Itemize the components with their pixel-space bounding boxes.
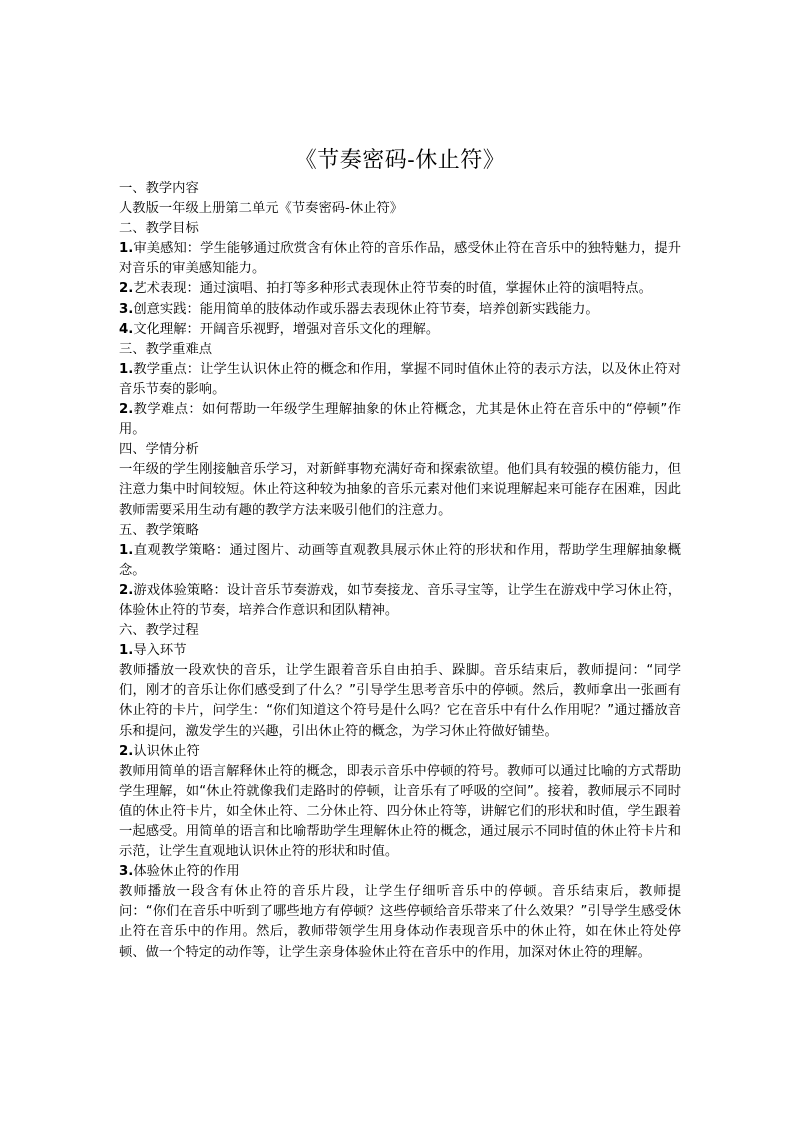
paragraph [119,400,681,440]
paragraph [119,460,681,520]
paragraph [119,862,681,882]
paragraph-text: 四、学情分析 [119,442,199,458]
paragraph-text: 五、教学策略 [119,522,199,538]
paragraph [119,521,681,541]
list-number: 2. [119,281,134,297]
paragraph-text: 体验休止符的作用 [133,864,240,880]
paragraph-text: 认识休止符 [133,743,200,759]
list-number: 2. [119,582,134,598]
paragraph [119,219,681,239]
paragraph-text: 教学重点：让学生认识休止符的概念和作用，掌握不同时值休止符的表示方法，以及休止符对音乐节奏的影响。 [119,361,681,397]
paragraph-text: 文化理解：开阔音乐视野，增强对音乐文化的理解。 [133,321,440,337]
paragraph-text: 直观教学策略：通过图片、动画等直观教具展示休止符的形状和作用，帮助学生理解抽象概念。 [119,542,681,578]
paragraph-text: 导入环节 [133,643,187,659]
paragraph [119,239,681,279]
document-page [119,0,681,1123]
list-number: 1. [119,542,134,558]
paragraph-text: 教师播放一段欢快的音乐，让学生跟着音乐自由拍手、跺脚。音乐结束后，教师提问：“同学们，刚才的音乐让你们感受到了什么？”引导学生思考音乐中的停顿。然后，教师拿出一张画有休止符的卡片，问学生：“你们知道这个符号是什么吗？它在音乐中有什么作用呢？”通过播放音乐和提问，激发学生的兴趣，引出休止符的概念，为学习休止符做好铺垫。 [119,663,681,739]
paragraph-text: 三、教学重难点 [119,341,213,357]
paragraph [119,762,681,862]
list-number: 1. [119,241,134,257]
paragraph [119,882,681,962]
document-title: 《节奏密码-休止符》 [294,148,506,173]
paragraph [119,621,681,641]
document-body [119,179,681,963]
paragraph [119,320,681,340]
paragraph [119,279,681,299]
paragraph [119,179,681,199]
paragraph-text: 审美感知：学生能够通过欣赏含有休止符的音乐作品，感受休止符在音乐中的独特魅力，提升对音乐的审美感知能力。 [119,241,681,277]
paragraph-text: 艺术表现：通过演唱、拍打等多种形式表现休止符节奏的时值，掌握休止符的演唱特点。 [133,281,652,297]
paragraph [119,641,681,661]
paragraph-text: 人教版一年级上册第二单元《节奏密码-休止符》 [119,201,404,217]
paragraph [119,199,681,219]
paragraph [119,742,681,762]
list-number: 3. [119,301,134,317]
list-number: 3. [119,864,134,880]
paragraph-text: 一年级的学生刚接触音乐学习，对新鲜事物充满好奇和探索欲望。他们具有较强的模仿能力，但注意力集中时间较短。休止符这种较为抽象的音乐元素对他们来说理解起来可能存在困难，因此教师需要采用生动有趣的教学方法来吸引他们的注意力。 [119,462,681,518]
paragraph [119,360,681,400]
list-number: 2. [119,743,134,759]
paragraph [119,300,681,320]
list-number: 1. [119,643,134,659]
paragraph [119,340,681,360]
paragraph-text: 一、教学内容 [119,181,199,196]
paragraph [119,581,681,621]
list-number: 4. [119,321,134,337]
paragraph [119,440,681,460]
paragraph-text: 创意实践：能用简单的肢体动作或乐器去表现休止符节奏，培养创新实践能力。 [133,301,599,317]
paragraph [119,541,681,581]
paragraph-text: 二、教学目标 [119,221,199,237]
paragraph-text: 教师播放一段含有休止符的音乐片段，让学生仔细听音乐中的停顿。音乐结束后，教师提问：“你们在音乐中听到了哪些地方有停顿？这些停顿给音乐带来了什么效果？”引导学生感受休止符在音乐中的作用。然后，教师带领学生用身体动作表现音乐中的休止符，如在休止符处停顿、做一个特定的动作等，让学生亲身体验休止符在音乐中的作用，加深对休止符的理解。 [119,884,681,960]
paragraph-text: 六、教学过程 [119,623,199,639]
list-number: 1. [119,361,134,377]
paragraph-text: 教学难点：如何帮助一年级学生理解抽象的休止符概念，尤其是休止符在音乐中的“停顿”作用。 [119,402,681,438]
paragraph-text: 教师用简单的语言解释休止符的概念，即表示音乐中停顿的符号。教师可以通过比喻的方式帮助学生理解，如“休止符就像我们走路时的停顿，让音乐有了呼吸的空间”。接着，教师展示不同时值的休止符卡片，如全休止符、二分休止符、四分休止符等，讲解它们的形状和时值，学生跟着一起感受。用简单的语言和比喻帮助学生理解休止符的概念，通过展示不同时值的休止符卡片和示范，让学生直观地认识休止符的形状和时值。 [119,763,681,860]
list-number: 2. [119,402,134,418]
paragraph [119,661,681,741]
paragraph-text: 游戏体验策略：设计音乐节奏游戏，如节奏接龙、音乐寻宝等，让学生在游戏中学习休止符，体验休止符的节奏，培养合作意识和团队精神。 [119,582,681,618]
